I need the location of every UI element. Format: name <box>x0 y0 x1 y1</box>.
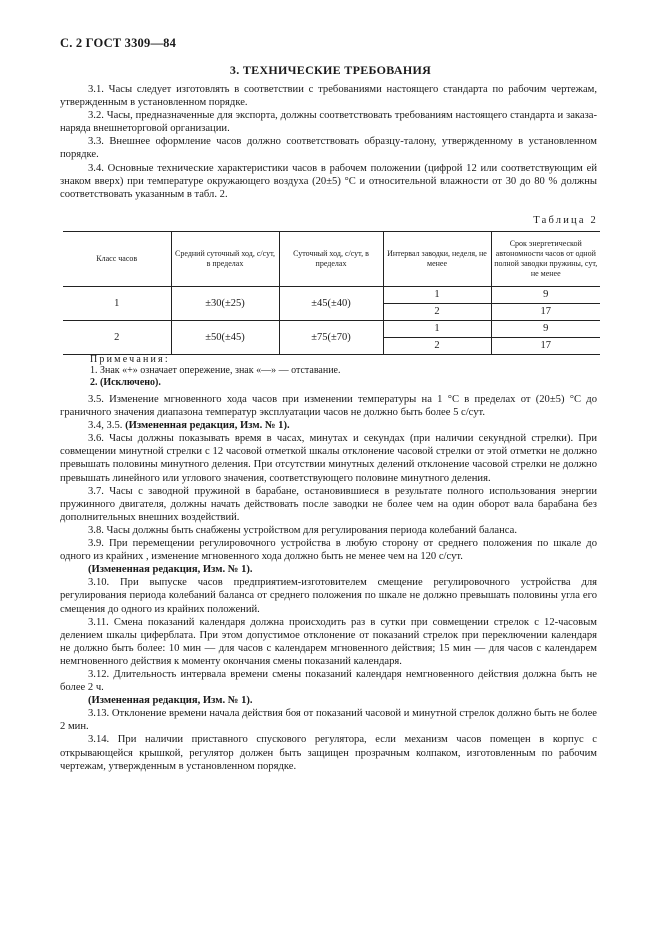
cell-daily-rate: ±75(±70) <box>279 321 383 355</box>
col-header-daily-rate: Суточный ход, с/сут, в пределах <box>279 232 383 287</box>
notes-title: Примечания: <box>90 354 170 365</box>
cell-interval: 1 <box>383 321 491 338</box>
table-header-row <box>63 232 600 287</box>
paragraph-3-9: 3.9. При перемещении регулировочного устройства в любую сторону от среднего положения по шкале до одного из крайних , изменение мгновенного хода должно быть не менее чем на 120 с/сут. <box>60 538 597 563</box>
cell-autonomy: 9 <box>491 287 600 304</box>
revision-note: (Измененная редакция, Изм. № 1). <box>88 695 253 707</box>
table-notes <box>90 354 341 388</box>
cell-mean-rate: ±50(±45) <box>171 321 279 355</box>
col-header-autonomy: Срок энергетической автономности часов от одной полной заводки пружины, сут, не менее <box>491 232 600 287</box>
table-caption: Таблица 2 <box>533 215 598 226</box>
paragraph-3-12: 3.12. Длительность интервала времени смены показаний календаря немгновенного действия должна быть не более 2 ч. <box>60 668 597 694</box>
cell-autonomy: 17 <box>491 304 600 321</box>
requirements-top <box>60 83 597 201</box>
cell-interval: 1 <box>383 287 491 304</box>
cell-mean-rate: ±30(±25) <box>171 287 279 321</box>
col-header-interval: Интервал заводки, неделя, не менее <box>383 232 491 287</box>
revision-bold: (Измененная редакция, Изм. № 1). <box>125 420 290 432</box>
col-header-class: Класс часов <box>63 232 171 287</box>
paragraph-3-11: 3.11. Смена показаний календаря должна происходить раз в сутки при совмещении стрелок с 12-часовым делением шкалы циферблата. При этом допустимое отклонение от показаний стрелок при переключении календаря не должно быть более: 10 мин — для часов с календарем мгновенного действия; 15 мин — для часов с календарем немгновенного действия к моменту окончания смены показаний календаря. <box>60 616 597 667</box>
revision-note <box>60 419 597 432</box>
cell-autonomy: 17 <box>491 338 600 355</box>
cell-daily-rate: ±45(±40) <box>279 287 383 321</box>
paragraph-3-8: 3.8. Часы должны быть снабжены устройством для регулирования периода колебаний баланса. <box>88 524 517 536</box>
revision-note: (Измененная редакция, Изм. № 1). <box>88 564 253 576</box>
cell-class: 1 <box>63 287 171 321</box>
paragraph-3-5: 3.5. Изменение мгновенного хода часов при изменении температуры на 1 °С в пределах от (20±5) °С до граничного значения диапазона температур эксплуатации часов не должно быть более 5 с/сут. <box>60 394 597 419</box>
note-item: 2. (Исключено). <box>90 376 161 388</box>
cell-interval: 2 <box>383 304 491 321</box>
note-item: 1. Знак «+» означает опережение, знак «—» — отставание. <box>90 365 341 377</box>
col-header-mean-rate: Средний суточный ход, с/сут, в пределах <box>171 232 279 287</box>
cell-autonomy: 9 <box>491 321 600 338</box>
paragraph-3-3: 3.3. Внешнее оформление часов должно соответствовать образцу-талону, утвержденному в установленном порядке. <box>60 136 597 161</box>
paragraph-3-1: 3.1. Часы следует изготовлять в соответствии с требованиями настоящего стандарта по рабочим чертежам, утвержденным в установленном порядке. <box>60 84 597 109</box>
paragraph-3-7: 3.7. Часы с заводной пружиной в барабане, остановившиеся в результате полного использования энергии пружинного двигателя, должны начать действовать после заводки не более чем на один оборот вала барабана без дополнительных внешних воздействий. <box>60 485 597 523</box>
table-row <box>63 321 600 338</box>
section-title: 3. ТЕХНИЧЕСКИЕ ТРЕБОВАНИЯ <box>229 63 432 77</box>
paragraph-3-13: 3.13. Отклонение времени начала действия боя от показаний часовой и минутной стрелок должно быть не более 2 мин. <box>60 708 597 733</box>
requirements-bottom <box>60 393 597 773</box>
paragraph-3-14: 3.14. При наличии приставного спускового регулятора, если механизм часов помещен в корпус с открывающейся крышкой, регулятор должен быть защищен прозрачным колпаком, изготовленным по рабочим чертежам, утвержденным в установленном порядке. <box>60 734 597 772</box>
cell-interval: 2 <box>383 338 491 355</box>
cell-class: 2 <box>63 321 171 355</box>
table-2 <box>63 231 600 355</box>
revision-prefix: 3.4, 3.5. <box>88 420 123 432</box>
paragraph-3-6: 3.6. Часы должны показывать время в часах, минутах и секундах (при наличии секундной стрелки). При совмещении минутной стрелки с 12 часовой отметкой шкалы отклонение часовой стрелки от этой отметки не должно превышать половины минутного деления. При отсутствии минутных делений отклонение часовой стрелки не должно превышать линейного или углового значения, соответствующего половине минутного деления. <box>60 433 597 484</box>
page-header: С. 2 ГОСТ 3309—84 <box>60 36 177 50</box>
paragraph-3-10: 3.10. При выпуске часов предприятием-изготовителем смещение регулировочного устройства для регулирования периода колебаний баланса от среднего положения по шкале не должно превышать половины угла его смещения до одного из крайних положений. <box>60 577 597 615</box>
table-row <box>63 287 600 304</box>
paragraph-3-4: 3.4. Основные технические характеристики часов в рабочем положении (цифрой 12 или соответствующим ей знаком вверх) при температуре окружающего воздуха (20±5) °С и относительной влажности от 30 до 80 % должны соответствовать указанным в табл. 2. <box>60 162 597 200</box>
paragraph-3-2: 3.2. Часы, предназначенные для экспорта, должны соответствовать требованиям настоящего стандарта и заказа-наряда внешнеторговой организации. <box>60 110 597 135</box>
